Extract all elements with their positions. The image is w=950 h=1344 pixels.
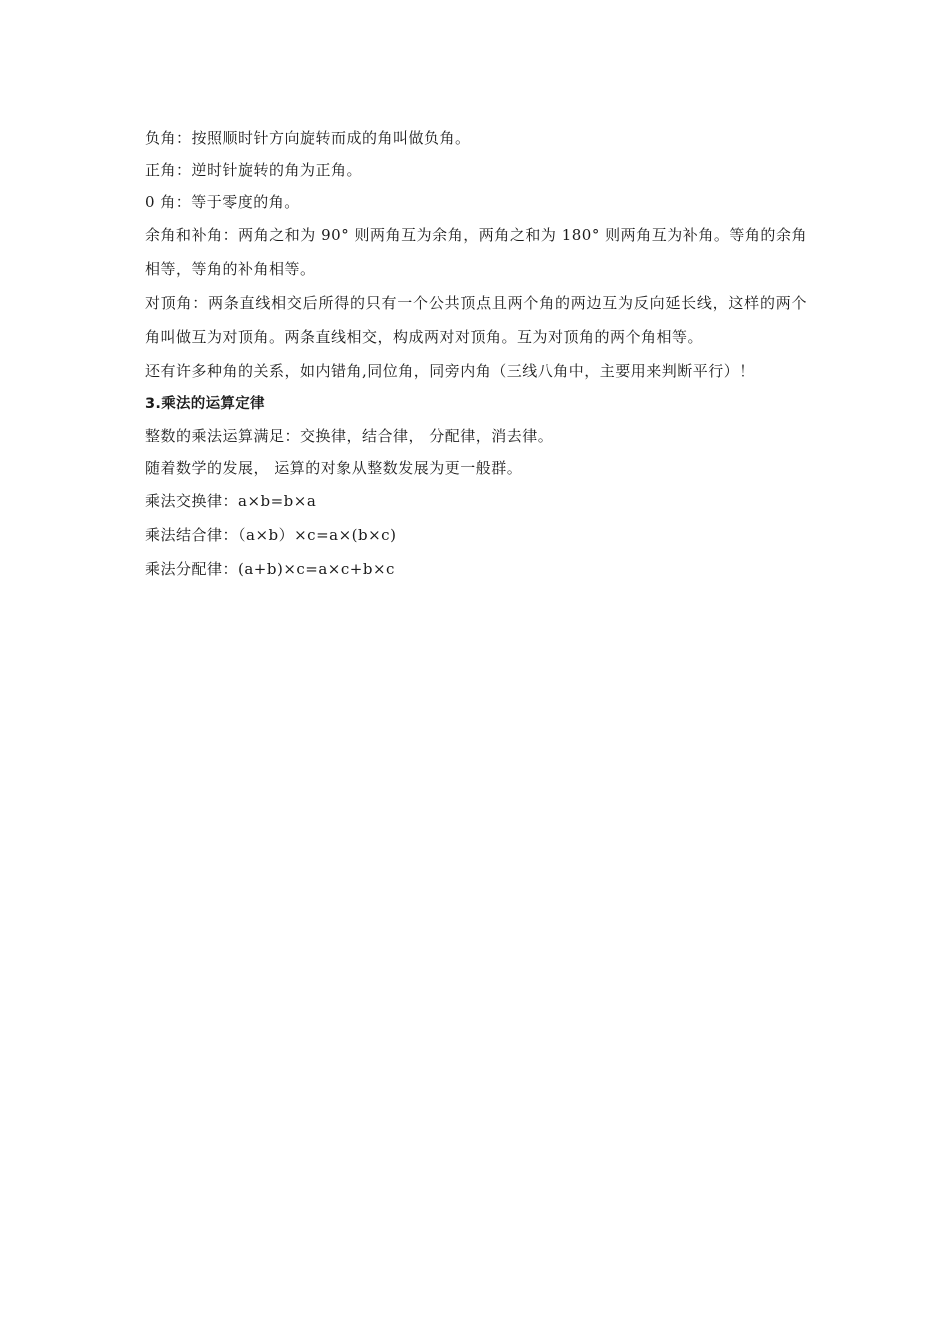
multiplication-laws-intro: 整数的乘法运算满足：交换律，结合律， 分配律，消去律。 <box>145 427 554 445</box>
vertical-angle-definition: 对顶角：两条直线相交后所得的只有一个公共顶点且两个角的两边互为反向延长线，这样的两个角叫做互为对顶角。两条直线相交，构成两对对顶角。互为对顶角的两个角相等。 <box>145 294 807 346</box>
positive-angle-definition: 正角：逆时针旋转的角为正角。 <box>145 161 363 179</box>
commutative-law: 乘法交换律：a×b=b×a <box>145 492 317 510</box>
zero-angle-definition: 0 角：等于零度的角。 <box>145 193 300 211</box>
section-heading: 3.乘法的运算定律 <box>145 396 265 412</box>
negative-angle-definition: 负角：按照顺时针方向旋转而成的角叫做负角。 <box>145 129 471 147</box>
multiplication-development: 随着数学的发展， 运算的对象从整数发展为更一般群。 <box>145 459 523 477</box>
complementary-supplementary-definition: 余角和补角：两角之和为 90° 则两角互为余角，两角之和为 180° 则两角互为补角。等角的余角相等，等角的补角相等。 <box>145 226 807 278</box>
distributive-law: 乘法分配律：(a+b)×c=a×c+b×c <box>145 560 395 578</box>
document-page <box>145 122 807 586</box>
other-angle-relations: 还有许多种角的关系，如内错角,同位角，同旁内角（三线八角中，主要用来判断平行）！ <box>145 362 755 380</box>
associative-law: 乘法结合律：（a×b）×c=a×(b×c) <box>145 526 397 544</box>
